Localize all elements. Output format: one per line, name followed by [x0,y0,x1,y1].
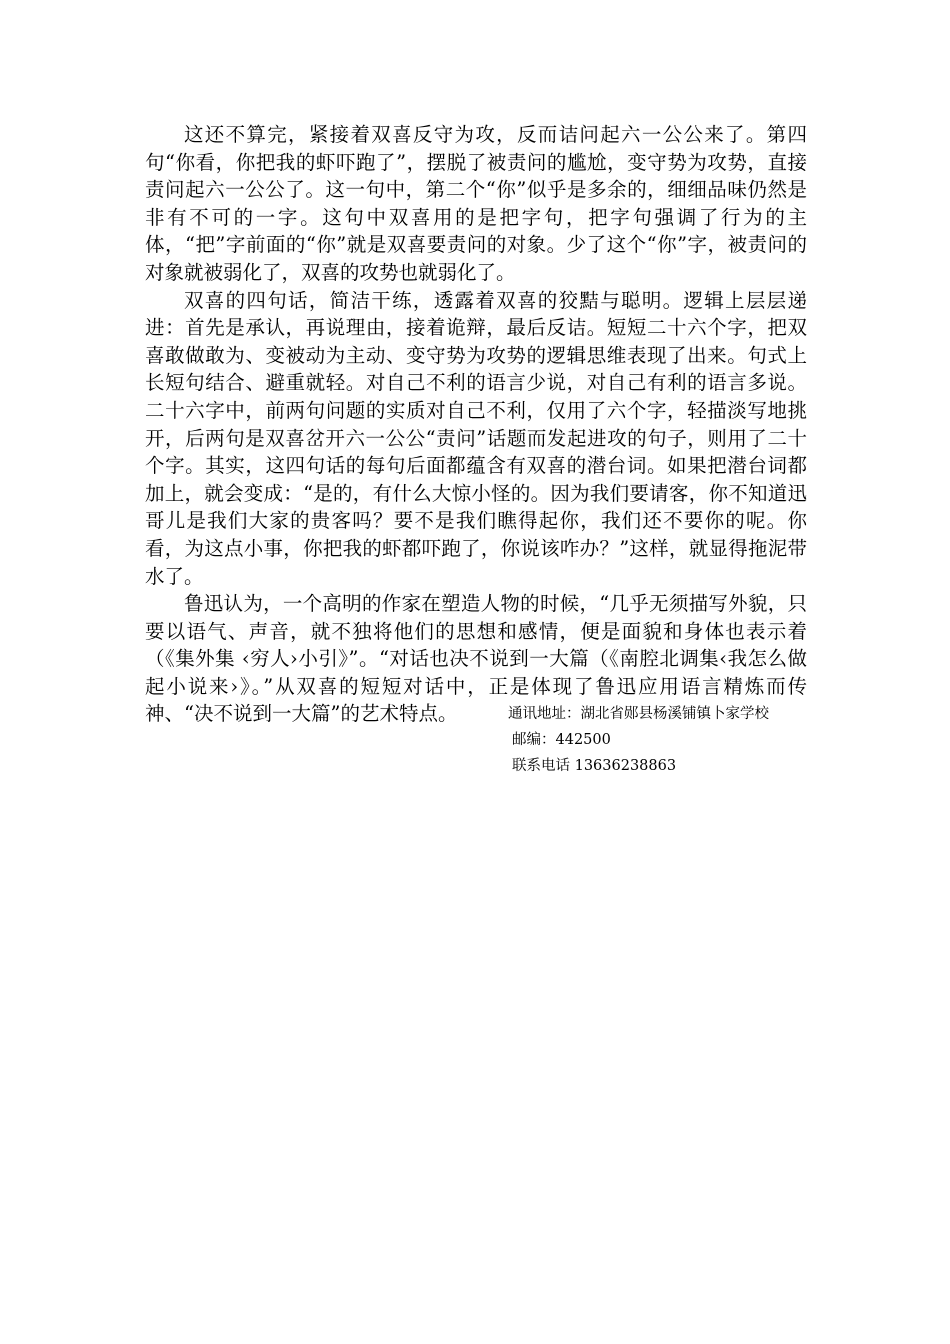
author-contact [508,701,818,779]
contact-postcode: 邮编：442500 [512,732,611,748]
contact-address: 通讯地址：湖北省郧县杨溪铺镇卜家学校 [508,706,769,722]
paragraph-3: 鲁迅认为，一个高明的作家在塑造人物的时候，“几乎无须描写外貌，只要以语气、声音，就不独将他们的思想和感情，便是面貌和身体也表示着（《集外集 ‹穷人›小引》”。“对话也决不说到一大篇（《南腔北调集‹我怎么做起小说来›》。”从双喜的短短对话中，正是体现了鲁迅应用语言精炼而传神、“决不说到一大篇”的艺术特点。 [145,592,807,726]
contact-phone: 联系电话 13636238863 [512,758,677,774]
paragraph-2: 双喜的四句话，简洁干练，透露着双喜的狡黠与聪明。逻辑上层层递进：首先是承认，再说理由，接着诡辩，最后反诘。短短二十六个字，把双喜敢做敢为、变被动为主动、变守势为攻势的逻辑思维表现了出来。句式上长短句结合、避重就轻。对自己不利的语言少说，对自己有利的语言多说。二十六字中，前两句问题的实质对自己不利，仅用了六个字，轻描淡写地挑开，后两句是双喜岔开六一公公“责问”话题而发起进攻的句子，则用了二十个字。其实，这四句话的每句后面都蕴含有双喜的潜台词。如果把潜台词都加上，就会变成：“是的，有什么大惊小怪的。因为我们要请客，你不知道迅哥儿是我们大家的贵客吗？要不是我们瞧得起你，我们还不要你的呢。你看，为这点小事，你把我的虾都吓跑了，你说该咋办？”这样，就显得拖泥带水了。 [145,288,807,588]
paragraph-1: 这还不算完，紧接着双喜反守为攻，反而诘问起六一公公来了。第四句“你看，你把我的虾吓跑了”，摆脱了被责问的尴尬，变守势为攻势，直接责问起六一公公了。这一句中，第二个“你”似乎是多余的，细细品味仍然是非有不可的一字。这句中双喜用的是把字句，把字句强调了行为的主体，“把”字前面的“你”就是双喜要责问的对象。少了这个“你”字，被责问的对象就被弱化了，双喜的攻势也就弱化了。 [145,123,807,284]
article-body [145,121,807,728]
